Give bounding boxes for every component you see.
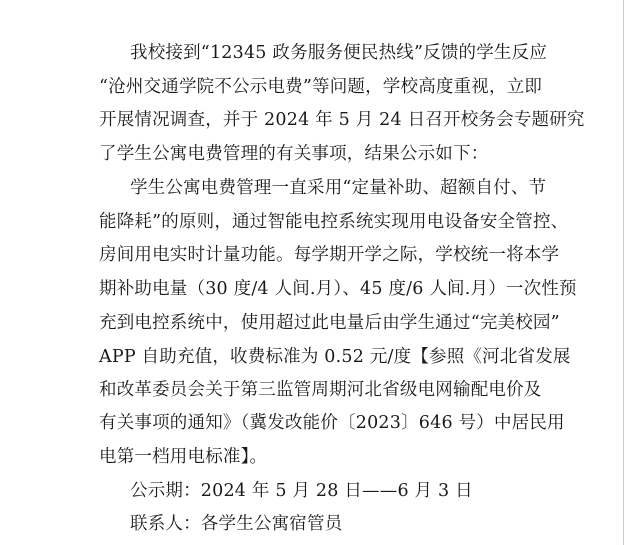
paragraph-2-line-8: 有关事项的通知》（冀发改能价〔2023〕646 号）中居民用 [99, 413, 565, 433]
contact-person: 联系人：各学生公寓宿管员 [130, 514, 343, 534]
paragraph-2-line-3: 房间用电实时计量功能。每学期开学之际，学校统一将本学 [99, 245, 560, 265]
paragraph-1-line-2: “沧州交通学院不公示电费”等问题，学校高度重视，立即 [99, 77, 543, 97]
paragraph-2-line-9: 电第一档用电标准】。 [99, 447, 268, 467]
notice-period: 公示期：2024 年 5 月 28 日——6 月 3 日 [130, 481, 473, 501]
paragraph-2-line-4: 期补助电量（30 度/4 人间.月）、45 度/6 人间.月）一次性预 [99, 279, 577, 299]
paragraph-2-line-5: 充到电控系统中，使用超过此电量后由学生通过“完美校园” [99, 313, 560, 333]
paragraph-1-line-1: 我校接到“12345 政务服务便民热线”反馈的学生反应 [130, 43, 548, 63]
paragraph-2-line-1: 学生公寓电费管理一直采用“定量补助、超额自付、节 [130, 178, 547, 198]
paragraph-2-line-2: 能降耗”的原则，通过智能电控系统实现用电设备安全管控、 [99, 212, 569, 232]
paragraph-1-line-3: 开展情况调查，并于 2024 年 5 月 24 日召开校务会专题研究 [99, 110, 585, 130]
paragraph-2-line-7: 和改革委员会关于第三监管周期河北省级电网输配电价及 [99, 380, 542, 400]
paragraph-1-line-4: 了学生公寓电费管理的有关事项，结果公示如下： [99, 144, 489, 164]
paragraph-2-line-6: APP 自助充值，收费标准为 0.52 元/度【参照《河北省发展 [99, 347, 571, 367]
